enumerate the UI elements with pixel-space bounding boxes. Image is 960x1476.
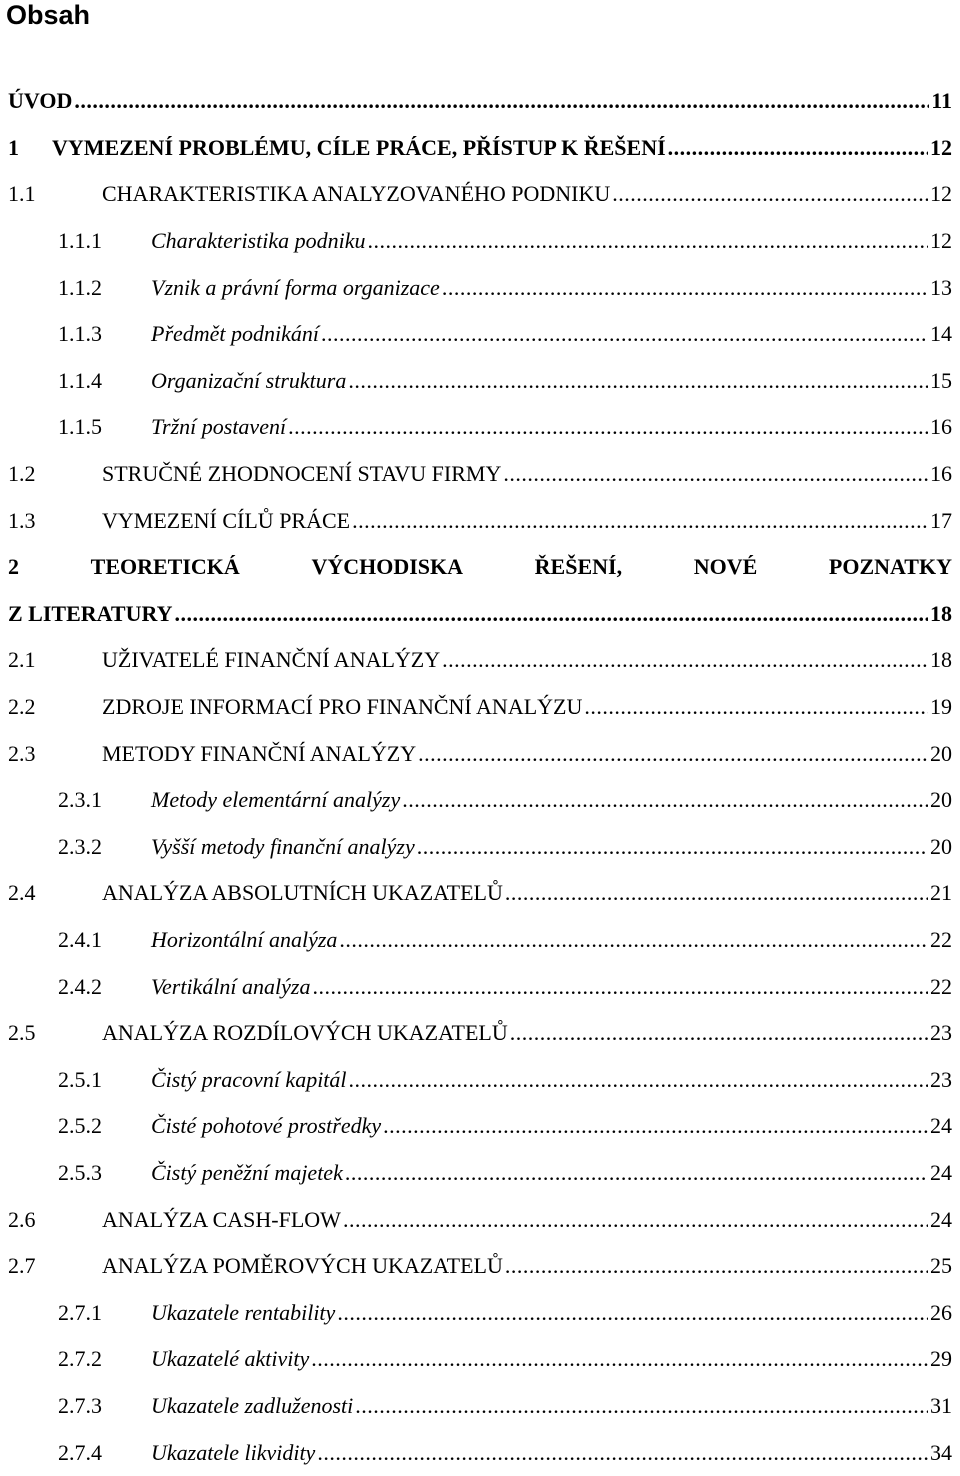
toc-entry-page-number: 21 <box>930 880 952 906</box>
toc-entry[interactable] <box>0 497 960 544</box>
toc-entry[interactable] <box>0 917 960 964</box>
toc-entry[interactable] <box>0 1429 960 1476</box>
toc-entry-title: Čistý peněžní majetek <box>151 1159 343 1185</box>
toc-entry-title: Čisté pohotové prostředky <box>151 1113 382 1139</box>
toc-entry-number: 2.7.1 <box>58 1299 102 1325</box>
dot-leader <box>505 880 928 906</box>
toc-entry-title: ÚVOD <box>8 88 73 114</box>
toc-entry[interactable] <box>0 637 960 684</box>
toc-entry[interactable] <box>0 125 960 172</box>
toc-entry-number: 2.4 <box>8 880 36 906</box>
dot-leader <box>442 647 928 673</box>
toc-entry-title: METODY FINANČNÍ ANALÝZY <box>102 740 417 766</box>
toc-entry-page-number: 25 <box>930 1253 952 1279</box>
toc-entry-number: 2.7.2 <box>58 1346 102 1372</box>
dot-leader <box>503 461 928 487</box>
toc-entry-page-number: 18 <box>930 600 952 626</box>
toc-entry-title: Charakteristika podniku <box>151 228 366 254</box>
toc-entry-word: VÝCHODISKA <box>311 554 464 580</box>
toc-entry-page-number: 24 <box>930 1159 952 1185</box>
toc-entry[interactable] <box>0 1289 960 1336</box>
toc-entry-title: Vertikální analýza <box>151 973 311 999</box>
toc-entry-page-number: 22 <box>930 926 952 952</box>
toc-entry[interactable] <box>0 684 960 731</box>
toc-entry[interactable] <box>0 544 960 591</box>
dot-leader <box>312 974 928 1000</box>
toc-entry-title: Organizační struktura <box>151 367 347 393</box>
toc-entry-page-number: 13 <box>930 274 952 300</box>
dot-leader <box>321 321 928 347</box>
dot-leader <box>418 741 928 767</box>
toc-entry-number: 2.7.3 <box>58 1392 102 1418</box>
dot-leader <box>337 1300 928 1326</box>
dot-leader <box>348 368 928 394</box>
toc-entry-number: 1.1 <box>8 181 36 207</box>
toc-entry-page-number: 11 <box>931 88 952 114</box>
toc-entry-title: ANALÝZA ROZDÍLOVÝCH UKAZATELŮ <box>102 1020 508 1046</box>
toc-entry-number: 1.1.1 <box>58 228 102 254</box>
toc-entry-word: 2 <box>8 554 19 580</box>
toc-entry-number: 2.1 <box>8 647 36 673</box>
toc-entry-page-number: 18 <box>930 647 952 673</box>
dot-leader <box>352 508 928 534</box>
dot-leader <box>343 1207 928 1233</box>
toc-entry-page-number: 14 <box>930 321 952 347</box>
dot-leader <box>174 601 928 627</box>
toc-entry[interactable] <box>0 1336 960 1383</box>
toc-entry-page-number: 20 <box>930 787 952 813</box>
toc-entry-number: 2.3 <box>8 740 36 766</box>
toc-entry-title: Ukazatele rentability <box>151 1299 336 1325</box>
dot-leader <box>349 1067 928 1093</box>
dot-leader <box>339 927 928 953</box>
toc-entry-word: NOVÉ <box>693 554 758 580</box>
toc-entry-title: Ukazatelé aktivity <box>151 1346 310 1372</box>
toc-entry-page-number: 24 <box>930 1113 952 1139</box>
toc-entry-number: 1.1.2 <box>58 274 102 300</box>
toc-entry-number: 2.6 <box>8 1206 36 1232</box>
toc-entry-number: 2.4.1 <box>58 926 102 952</box>
toc-entry-title: Čistý pracovní kapitál <box>151 1066 347 1092</box>
toc-entry[interactable] <box>0 1196 960 1243</box>
dot-leader <box>383 1113 928 1139</box>
toc-entry[interactable] <box>0 218 960 265</box>
toc-entry[interactable] <box>0 963 960 1010</box>
dot-leader <box>442 275 928 301</box>
toc-entry-title: Metody elementární analýzy <box>151 787 401 813</box>
toc-entry[interactable] <box>0 1383 960 1430</box>
toc-entry-page-number: 15 <box>930 367 952 393</box>
toc-entry-title: VYMEZENÍ CÍLŮ PRÁCE <box>102 507 351 533</box>
toc-entry[interactable] <box>0 1150 960 1197</box>
toc-entry-number: 2.5 <box>8 1020 36 1046</box>
page-title: Obsah <box>6 0 91 30</box>
toc-entry-title: CHARAKTERISTIKA ANALYZOVANÉHO PODNIKU <box>102 181 611 207</box>
toc-entry-page-number: 22 <box>930 973 952 999</box>
toc-entry-title: STRUČNÉ ZHODNOCENÍ STAVU FIRMY <box>102 461 502 487</box>
dot-leader <box>402 787 928 813</box>
toc-entry-title: Ukazatele likvidity <box>151 1439 316 1465</box>
dot-leader <box>668 135 928 161</box>
toc-entry-title: ANALÝZA POMĚROVÝCH UKAZATELŮ <box>102 1253 503 1279</box>
toc-entry-word: TEORETICKÁ <box>90 554 240 580</box>
toc-entry-page-number: 16 <box>930 461 952 487</box>
toc-entry-title: Předmět podnikání <box>151 321 320 347</box>
toc-entry-page-number: 23 <box>930 1066 952 1092</box>
toc-entry-number: 2.5.3 <box>58 1159 102 1185</box>
toc-entry-title: Horizontální analýza <box>151 926 338 952</box>
toc-entry-number: 2.2 <box>8 694 36 720</box>
toc-entry-number: 1.1.3 <box>58 321 102 347</box>
toc-entry-page-number: 16 <box>930 414 952 440</box>
toc-entry-number: 2.5.2 <box>58 1113 102 1139</box>
toc-entry[interactable] <box>0 78 960 125</box>
toc-entry[interactable] <box>0 824 960 871</box>
toc-entry-number: 2.4.2 <box>58 973 102 999</box>
dot-leader <box>317 1440 928 1466</box>
toc-entry[interactable] <box>0 264 960 311</box>
toc-entry[interactable] <box>0 311 960 358</box>
toc-entry-page-number: 20 <box>930 833 952 859</box>
toc-entry-number: 1.2 <box>8 461 36 487</box>
toc-entry-title: Vyšší metody finanční analýzy <box>151 833 415 859</box>
toc-entry-number: 2.7 <box>8 1253 36 1279</box>
toc-entry-page-number: 34 <box>930 1439 952 1465</box>
dot-leader <box>345 1160 928 1186</box>
toc-entry[interactable] <box>0 1056 960 1103</box>
toc-entry-title <box>8 554 952 580</box>
dot-leader <box>505 1253 928 1279</box>
toc-entry[interactable] <box>0 870 960 917</box>
toc-entry[interactable] <box>0 1243 960 1290</box>
dot-leader <box>74 88 929 114</box>
toc-entry[interactable] <box>0 404 960 451</box>
toc-entry-page-number: 17 <box>930 507 952 533</box>
toc-entry-page-number: 23 <box>930 1020 952 1046</box>
toc-entry-number: 2.3.1 <box>58 787 102 813</box>
toc-entry-word: POZNATKY <box>828 554 952 580</box>
toc-entry[interactable] <box>0 730 960 777</box>
toc-entry-page-number: 29 <box>930 1346 952 1372</box>
toc-entry-page-number: 31 <box>930 1392 952 1418</box>
toc-entry-number: 2.3.2 <box>58 833 102 859</box>
dot-leader <box>417 834 928 860</box>
dot-leader <box>355 1393 928 1419</box>
table-of-contents <box>0 78 960 1476</box>
toc-entry-title: Vznik a právní forma organizace <box>151 274 440 300</box>
toc-entry-number: 1.1.4 <box>58 367 102 393</box>
dot-leader <box>584 694 928 720</box>
toc-entry-page-number: 12 <box>930 228 952 254</box>
dot-leader <box>510 1020 928 1046</box>
toc-entry[interactable] <box>0 777 960 824</box>
toc-entry-number: 1.3 <box>8 507 36 533</box>
toc-entry-title: Z LITERATURY <box>8 600 173 626</box>
dot-leader <box>367 228 928 254</box>
toc-entry-title: ANALÝZA ABSOLUTNÍCH UKAZATELŮ <box>102 880 503 906</box>
toc-entry[interactable] <box>0 1103 960 1150</box>
toc-entry-page-number: 26 <box>930 1299 952 1325</box>
toc-entry-page-number: 19 <box>930 694 952 720</box>
toc-entry-title: ANALÝZA CASH-FLOW <box>102 1206 341 1232</box>
toc-entry-number: 1.1.5 <box>58 414 102 440</box>
toc-entry[interactable] <box>0 1010 960 1057</box>
toc-entry-number: 1 <box>8 134 19 160</box>
toc-entry-title: VYMEZENÍ PROBLÉMU, CÍLE PRÁCE, PŘÍSTUP K ŘEŠENÍ <box>52 134 666 160</box>
toc-entry-word: ŘEŠENÍ, <box>534 554 623 580</box>
toc-entry-title: Ukazatele zadluženosti <box>151 1392 354 1418</box>
toc-entry-title: Tržní postavení <box>151 414 287 440</box>
toc-entry[interactable] <box>0 171 960 218</box>
toc-entry-title: UŽIVATELÉ FINANČNÍ ANALÝZY <box>102 647 441 673</box>
toc-entry-page-number: 24 <box>930 1206 952 1232</box>
toc-entry-number: 2.5.1 <box>58 1066 102 1092</box>
toc-entry-title: ZDROJE INFORMACÍ PRO FINANČNÍ ANALÝZU <box>102 694 583 720</box>
toc-entry[interactable] <box>0 451 960 498</box>
toc-entry-page-number: 12 <box>930 181 952 207</box>
toc-entry-page-number: 12 <box>930 134 952 160</box>
dot-leader <box>311 1346 928 1372</box>
toc-entry[interactable] <box>0 591 960 638</box>
dot-leader <box>612 181 928 207</box>
toc-entry-page-number: 20 <box>930 740 952 766</box>
dot-leader <box>288 414 928 440</box>
toc-entry-number: 2.7.4 <box>58 1439 102 1465</box>
toc-entry[interactable] <box>0 358 960 405</box>
